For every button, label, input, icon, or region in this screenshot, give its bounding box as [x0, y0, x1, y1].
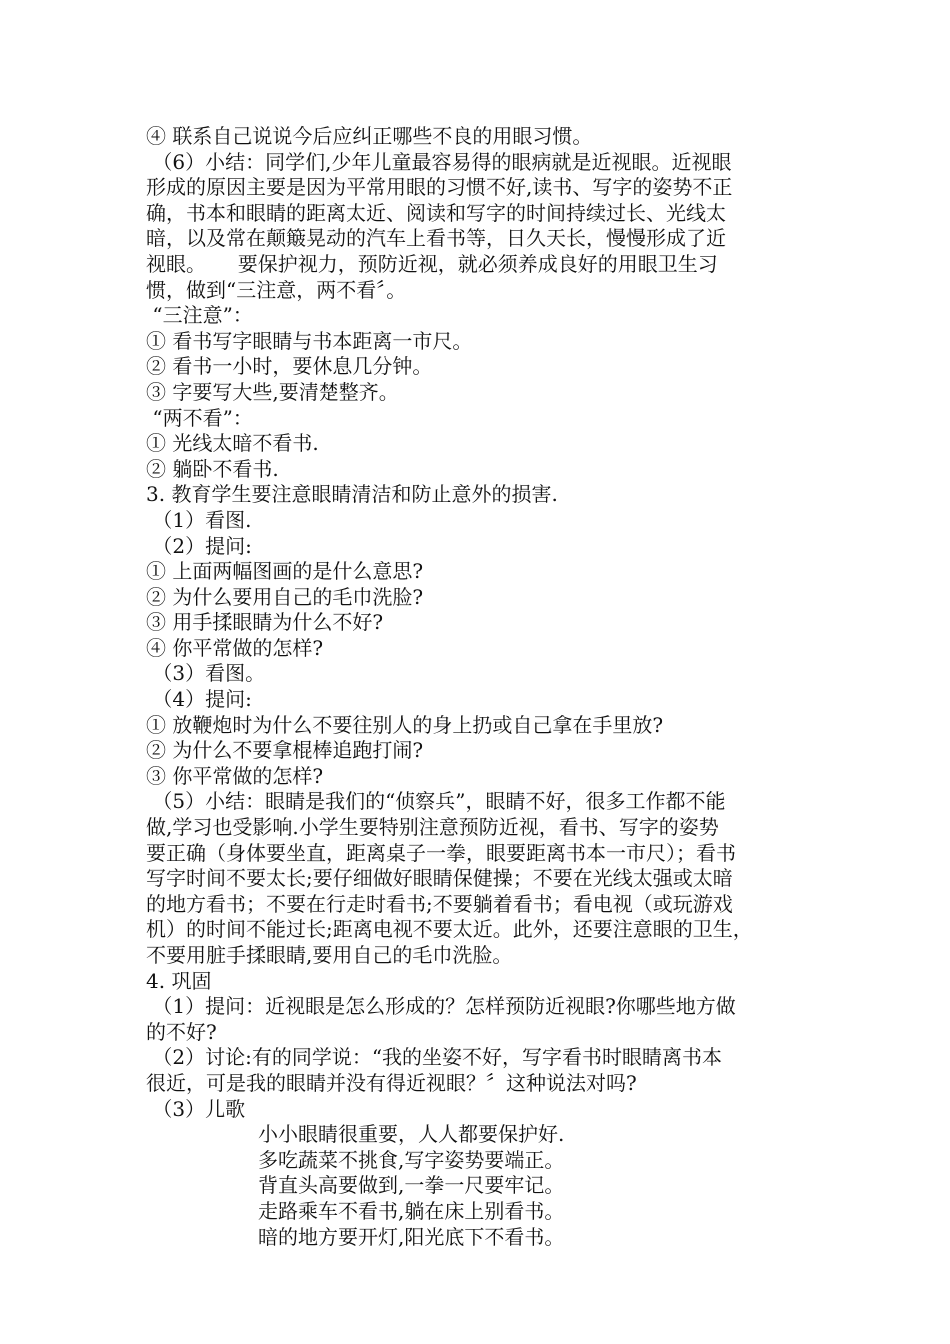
text-line: ① 放鞭炮时为什么不要往别人的身上扔或自己拿在手里放? — [146, 712, 664, 737]
text-line: ① 上面两幅图画的是什么意思? — [146, 559, 424, 584]
text-line: （1）看图. — [146, 507, 252, 532]
text-line: ③ 字要写大些,要清楚整齐。 — [146, 379, 399, 404]
poem — [146, 1122, 818, 1250]
poem-line: 暗的地方要开灯,阳光底下不看书。 — [258, 1224, 565, 1249]
text-line: 3. 教育学生要注意眼睛清洁和防止意外的损害. — [146, 482, 558, 507]
poem-line: 背直头高要做到,一拳一尺要牢记。 — [258, 1173, 565, 1198]
body-text — [146, 124, 818, 1250]
text-line: 做,学习也受影响.小学生要特别注意预防近视，看书、写字的姿势 — [146, 815, 719, 840]
text-line: 形成的原因主要是因为平常用眼的习惯不好,读书、写字的姿势不正 — [146, 175, 733, 200]
poem-line: 走路乘车不看书,躺在床上别看书。 — [258, 1198, 565, 1223]
text-line: （6）小结：同学们,少年儿童最容易得的眼病就是近视眼。近视眼 — [146, 149, 732, 174]
text-line: 写字时间不要太长;要仔细做好眼睛保健操；不要在光线太强或太暗 — [146, 866, 733, 891]
text-line: 确，书本和眼睛的距离太近、阅读和写字的时间持续过长、光线太 — [146, 200, 726, 225]
text-line: （1）提问：近视眼是怎么形成的？怎样预防近视眼?你哪些地方做 — [146, 994, 736, 1019]
text-line: ② 躺卧不看书. — [146, 456, 279, 481]
text-line: ④ 联系自己说说今后应纠正哪些不良的用眼习惯。 — [146, 124, 593, 148]
text-line: 视眼。 要保护视力，预防近视，就必须养成良好的用眼卫生习 — [146, 251, 718, 276]
text-line: （5）小结：眼睛是我们的“侦察兵”，眼睛不好，很多工作都不能 — [146, 789, 726, 814]
text-line: 不要用脏手揉眼睛,要用自己的毛巾洗脸。 — [146, 943, 513, 967]
text-line: ② 为什么要用自己的毛巾洗脸? — [146, 584, 424, 609]
text-line: ② 看书一小时，要休息几分钟。 — [146, 354, 433, 379]
text-line: “两不看”： — [146, 405, 253, 430]
text-line: 很近，可是我的眼睛并没有得近视眼？〞这种说法对吗? — [146, 1070, 637, 1095]
text-line: “三注意”： — [146, 303, 253, 328]
text-line: ③ 用手揉眼睛为什么不好? — [146, 610, 384, 635]
text-line: （3）看图。 — [146, 661, 266, 686]
text-line: ③ 你平常做的怎样? — [146, 763, 324, 788]
text-line: 的不好? — [146, 1019, 217, 1044]
text-line: ④ 你平常做的怎样? — [146, 635, 324, 660]
text-line: 机）的时间不能过长;距离电视不要太近。此外，还要注意眼的卫生， — [146, 917, 753, 942]
text-line: 4. 巩固 — [146, 968, 212, 993]
poem-line: 多吃蔬菜不挑食,写字姿势要端正。 — [258, 1147, 565, 1172]
text-line: 惯，做到“三注意，两不看〞。 — [146, 277, 407, 302]
text-line: （2）提问: — [146, 533, 252, 558]
text-line: （4）提问: — [146, 687, 252, 712]
text-line: ② 为什么不要拿棍棒追跑打闹? — [146, 738, 424, 763]
text-line: ① 光线太暗不看书. — [146, 431, 319, 456]
text-line: ① 看书写字眼睛与书本距离一市尺。 — [146, 328, 473, 353]
text-line: 的地方看书；不要在行走时看书;不要躺着看书；看电视（或玩游戏 — [146, 891, 733, 916]
text-line: （2）讨论:有的同学说：“我的坐姿不好，写字看书时眼睛离书本 — [146, 1045, 723, 1070]
text-line: 暗，以及常在颠簸晃动的汽车上看书等，日久天长，慢慢形成了近 — [146, 226, 726, 251]
text-line: 要正确（身体要坐直，距离桌子一拳，眼要距离书本一市尺）；看书 — [146, 840, 736, 865]
text-line: （3）儿歌 — [146, 1096, 246, 1121]
poem-line: 小小眼睛很重要，人人都要保护好. — [258, 1122, 565, 1147]
